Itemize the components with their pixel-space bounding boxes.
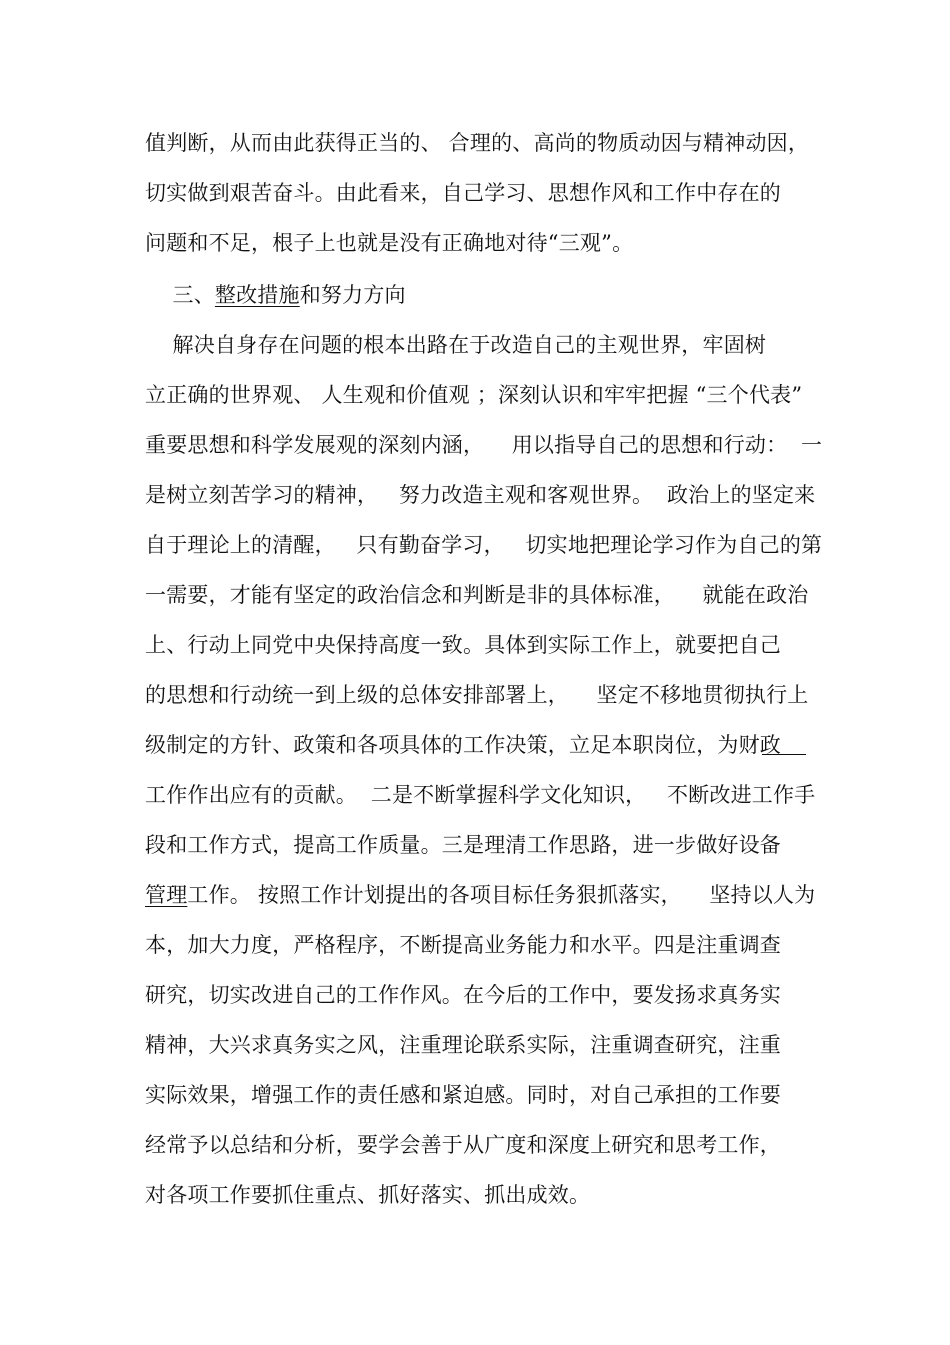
body-line-rest: 工作。 按照工作计划提出的各项目标任务狠抓落实， 坚持以人为 — [187, 883, 816, 907]
body-line: 工作作出应有的贡献。 二是不断掌握科学文化知识， 不断改进工作手 — [145, 783, 816, 807]
body-line: 是树立刻苦学习的精神， 努力改造主观和客观世界。 政治上的坚定来 — [145, 483, 816, 507]
heading-underlined-text: 整改措施 — [214, 283, 300, 307]
body-line: 一需要，才能有坚定的政治信念和判断是非的具体标准， 就能在政治 — [145, 583, 809, 607]
body-line: 实际效果，增强工作的责任感和紧迫感。同时，对自己承担的工作要 — [145, 1083, 781, 1107]
body-line: 精神，大兴求真务实之风，注重理论联系实际，注重调查研究，注重 — [145, 1033, 781, 1057]
section-heading — [145, 282, 406, 308]
body-line: 的思想和行动统一到上级的总体安排部署上， 坚定不移地贯彻执行上 — [145, 683, 809, 707]
body-line: 上、行动上同党中央保持高度一致。具体到实际工作上，就要把自己 — [145, 633, 781, 657]
body-line: 自于理论上的清醒， 只有勤奋学习， 切实地把理论学习作为自己的第 — [145, 533, 823, 557]
heading-rest-text: 和努力方向 — [299, 283, 406, 307]
body-line: 重要思想和科学发展观的深刻内涵， 用以指导自己的思想和行动： 一 — [145, 433, 823, 457]
body-line: 研究，切实改进自己的工作作风。在今后的工作中，要发扬求真务实 — [145, 983, 781, 1007]
body-line: 段和工作方式，提高工作质量。三是理清工作思路，进一步做好设备 — [145, 833, 781, 857]
body-line: 解决自身存在问题的根本出路在于改造自己的主观世界，牢固树 — [145, 333, 767, 357]
body-line: 切实做到艰苦奋斗。由此看来，自己学习、思想作风和工作中存在的 — [145, 181, 781, 205]
body-line: 本，加大力度，严格程序，不断提高业务能力和水平。四是注重调查 — [145, 933, 781, 957]
heading-number: 三、 — [145, 283, 215, 307]
body-line: 问题和不足，根子上也就是没有正确地对待“三观”。 — [145, 231, 634, 255]
body-line: 值判断，从而由此获得正当的、 合理的、高尚的物质动因与精神动因， — [145, 131, 810, 155]
underline-blank — [762, 754, 806, 755]
underlined-text: 管理 — [145, 883, 188, 907]
body-line: 立正确的世界观、 人生观和价值观 ；深刻认识和牢牢把握 “三个代表” — [145, 383, 803, 407]
body-line: 经常予以总结和分析，要学会善于从广度和深度上研究和思考工作， — [145, 1133, 781, 1157]
body-line: 级制定的方针、政策和各项具体的工作决策，立足本职岗位，为财政 — [145, 733, 781, 757]
body-line: 对各项工作要抓住重点、抓好落实、抓出成效。 — [145, 1183, 591, 1207]
body-line-with-underline — [145, 882, 815, 908]
